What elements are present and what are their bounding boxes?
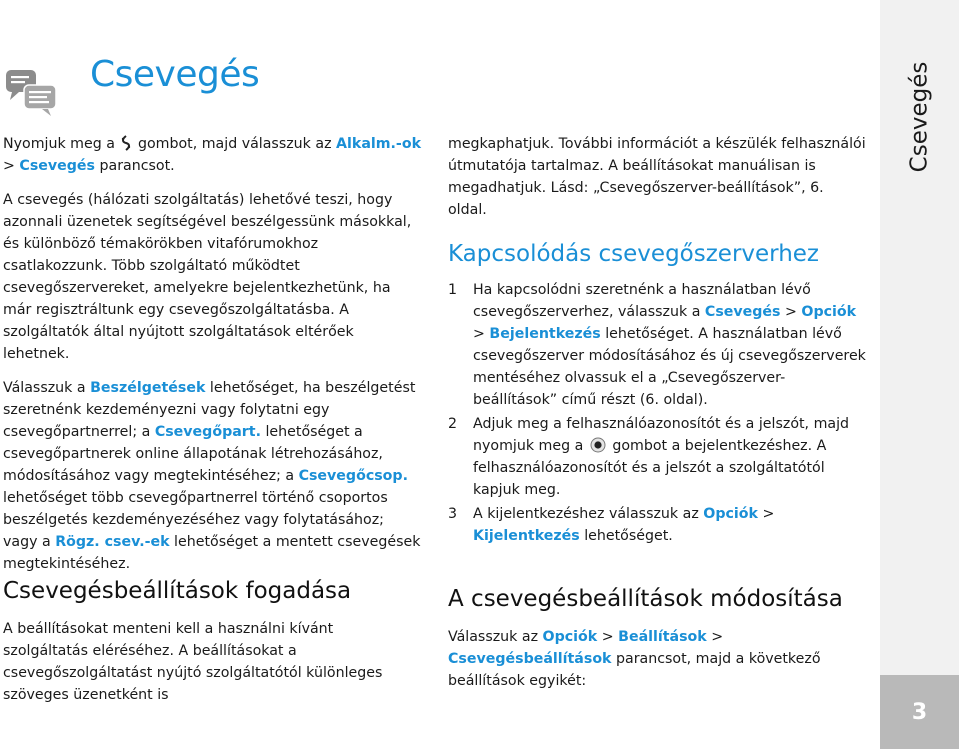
select-key-icon: [590, 437, 606, 453]
intro-paragraph: Nyomjuk meg a gombot, majd válasszuk az Alkalm.-ok > Csevegés parancsot.: [3, 136, 422, 174]
steps-list: [448, 279, 866, 547]
receive-paragraph: A beállításokat menteni kell a használni kívánt szolgáltatás eléréséhez. A beállításokat a csevegőszolgáltatást nyújtó szolgáltatótól különleges szöveges üzenetként is: [3, 621, 383, 703]
options-paragraph: Válasszuk a Beszélgetések lehetőséget, ha beszélgetést szeretnénk kezdeményezni vagy folytatni egy csevegőpartnerrel; a Csevegőpart. lehetőséget a csevegőpartnerek online állapotának létrehozásához, módosításához vagy megtekintéséhez; a Csevegőcsop. lehetőséget több csevegőpartnerrel történő csoportos beszélgetés kezdeményezéséhez vagy folytatásához; vagy a Rögz. csev.-ek lehetőséget a mentett csevegések megtekintéséhez.: [3, 380, 421, 572]
heading-receive-settings: Csevegésbeállítások fogadása: [3, 578, 352, 604]
right-column: [448, 133, 866, 549]
left-bottom-section: [3, 576, 421, 718]
chat-bubbles-icon: [4, 67, 58, 117]
page-title: Csevegés: [90, 54, 260, 95]
menu-key-icon: [119, 135, 133, 151]
description-paragraph: A csevegés (hálózati szolgáltatás) lehetővé teszi, hogy azonnali üzenetek segítségével beszélgessünk másokkal, és különböző témakörökben vitafórumokhoz csatlakozzunk. Több szolgáltató működtet csevegőszervereket, amelyekre bejelentkezhetünk, ha már regisztráltunk egy csevegőszolgáltatásba. A szolgáltatók által nyújtott szolgáltatások eltérőek lehetnek.: [3, 192, 412, 362]
sidebar-section-label: Csevegés: [906, 61, 933, 173]
heading-modify-settings: A csevegésbeállítások módosítása: [448, 586, 843, 612]
page-number: 3: [880, 675, 959, 749]
modify-paragraph: Válasszuk az Opciók > Beállítások > Csevegésbeállítások parancsot, majd a következő beállítások egyikét:: [448, 629, 821, 689]
right-bottom-section: [448, 584, 866, 704]
step-item-2: 2 Adjuk meg a felhasználóazonosítót és a jelszót, majd nyomjuk meg a gombot a bejelentkezéshez. A felhasználóazonosítót és a jelszót a szolgáltatótól kapjuk meg.: [448, 416, 850, 498]
heading-connect-server: Kapcsolódás csevegőszerverhez: [448, 241, 820, 267]
step-item-3: 3 A kijelentkezéshez válasszuk az Opciók > Kijelentkezés lehetőséget.: [448, 506, 775, 544]
left-column: [3, 133, 421, 587]
step-item-1: 1 Ha kapcsolódni szeretnénk a használatban lévő csevegőszerverhez, válasszuk a Csevegés > Opciók > Bejelentkezés lehetőséget. A használatban lévő csevegőszerver módosításához és új csevegőszerverek mentéséhez olvassuk el a „Csevegőszerver-beállítások” című részt (6. oldal).: [448, 282, 866, 408]
continuation-paragraph: megkaphatjuk. További információt a készülék felhasználói útmutatója tartalmaz. A beállításokat manuálisan is megadhatjuk. Lásd: „Csevegőszerver-beállítások”, 6. oldal.: [448, 136, 866, 218]
